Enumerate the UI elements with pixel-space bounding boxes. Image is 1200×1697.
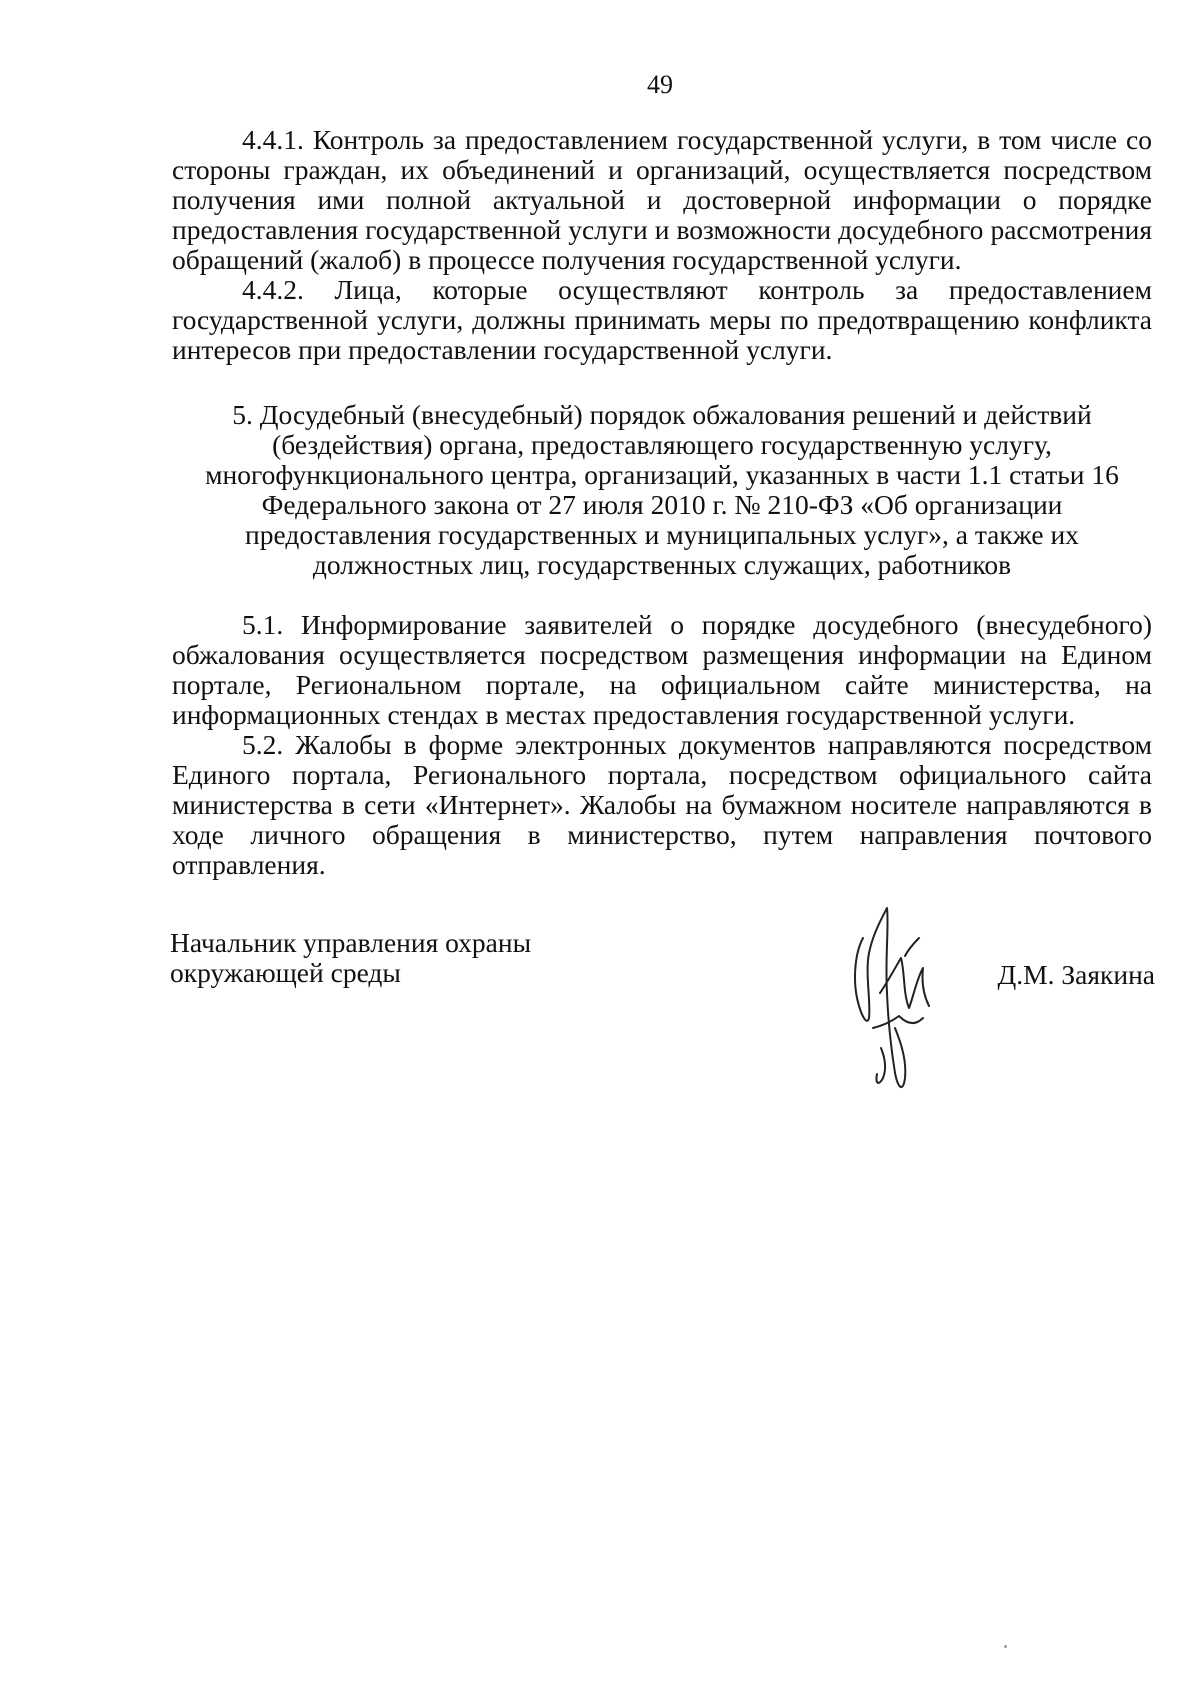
page-number: 49 <box>647 70 673 99</box>
paragraph-5-1: 5.1. Информирование заявителей о порядке досудебного (внесудебного) обжалования осуществляется посредством размещения информации на Едином портале, Региональном портале, на официальном сайте министерства, на информационных стендах в местах предоставления государственной услуги. <box>172 609 1152 730</box>
scan-speck <box>1004 1645 1007 1648</box>
heading-line: Федерального закона от 27 июля 2010 г. № 210-ФЗ «Об организации <box>261 489 1063 520</box>
section-5-text <box>172 610 1152 880</box>
section-4-text <box>172 125 1152 365</box>
heading-line: 5. Досудебный (внесудебный) порядок обжалования решений и действий <box>232 399 1092 430</box>
paragraph-4-4-2: 4.4.2. Лица, которые осуществляют контроль за предоставлением государственной услуги, должны принимать меры по предотвращению конфликта интересов при предоставлении государственной услуги. <box>172 274 1152 365</box>
heading-line: должностных лиц, государственных служащих, работников <box>312 549 1012 580</box>
signature-block <box>170 928 1155 1108</box>
signatory-position <box>170 928 531 988</box>
handwritten-signature-icon <box>825 898 955 1098</box>
signatory-name: Д.М. Заякина <box>997 959 1155 990</box>
paragraph-4-4-1: 4.4.1. Контроль за предоставлением государственной услуги, в том числе со стороны граждан, их объединений и организаций, осуществляется посредством получения ими полной актуальной и достоверной информации о порядке предоставления государственной услуги и возможности досудебного рассмотрения обращений (жалоб) в процессе получения государственной услуги. <box>172 124 1152 275</box>
heading-line: предоставления государственных и муниципальных услуг», а также их <box>245 519 1079 550</box>
heading-line: многофункционального центра, организаций, указанных в части 1.1 статьи 16 <box>205 459 1119 490</box>
paragraph-5-2: 5.2. Жалобы в форме электронных документов направляются посредством Единого портала, Регионального портала, посредством официального сайта министерства в сети «Интернет». Жалобы на бумажном носителе направляются в ходе личного обращения в министерство, путем направления почтового отправления. <box>172 729 1152 880</box>
section-5-heading <box>172 400 1152 580</box>
heading-line: (бездействия) органа, предоставляющего государственную услугу, <box>272 429 1052 460</box>
signatory-position-line: Начальник управления охраны <box>170 927 532 958</box>
signatory-position-line: окружающей среды <box>170 957 401 988</box>
